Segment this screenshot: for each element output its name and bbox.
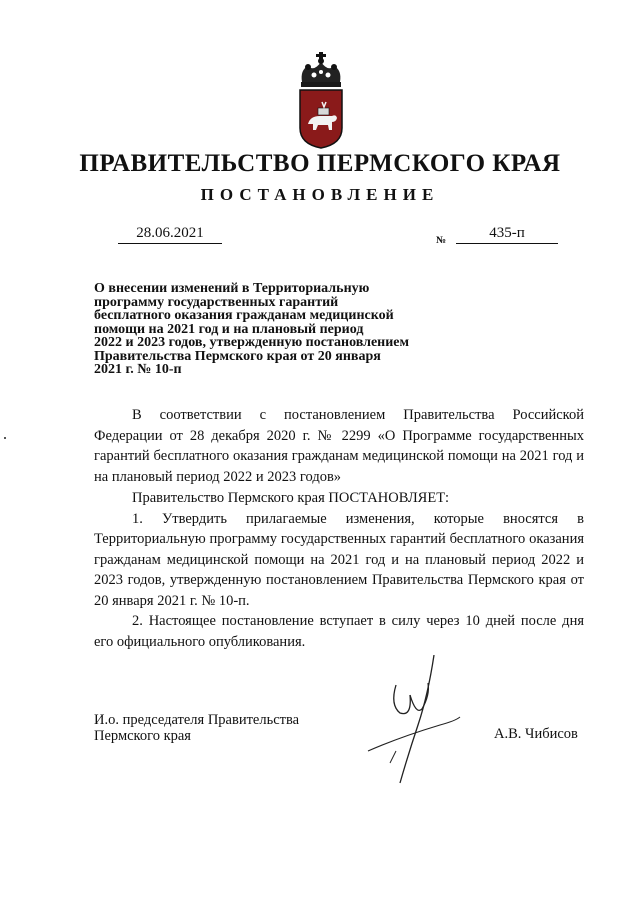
document-date: 28.06.2021	[118, 225, 222, 244]
body-paragraph-resolves: Правительство Пермского края ПОСТАНОВЛЯЕТ:	[132, 490, 450, 506]
signer-position	[94, 712, 299, 744]
heading-line: Правительства Пермского края от 20 января	[94, 348, 381, 364]
body-paragraph-item-2: 2. Настоящее постановление вступает в силу через 10 дней после дня его официального опубликования.	[94, 613, 584, 650]
coat-of-arms-icon	[288, 50, 354, 150]
body-paragraph-preamble: В соответствии с постановлением Правительства Российской Федерации от 28 декабря 2020 г. № 2299 «О Программе государственных гарантий бесплатного оказания гражданам медицинской помощи на 2021 год и на плановый период 2022 и 2023 годов»	[94, 407, 584, 485]
body-paragraph-item-1: 1. Утвердить прилагаемые изменения, которые вносятся в Территориальную программу государственных гарантий бесплатного оказания гражданам медицинской помощи на 2021 год и на плановый период 2022 и 2023 годов, утвержденную постановлением Правительства Пермского края от 20 января 2021 г. № 10-п.	[94, 510, 584, 609]
heading-line: 2022 и 2023 годов, утвержденную постановлением	[94, 335, 410, 350]
document-heading	[94, 282, 434, 377]
heading-line: помощи на 2021 год и на плановый период	[94, 321, 364, 337]
signer-position-line: Пермского края	[94, 728, 191, 744]
number-label: №	[436, 235, 447, 246]
heading-line: бесплатного оказания гражданам медицинской	[94, 308, 394, 323]
signer-name: А.В. Чибисов	[494, 726, 578, 742]
organization-title: ПРАВИТЕЛЬСТВО ПЕРМСКОГО КРАЯ	[79, 150, 561, 177]
heading-line: программу государственных гарантий	[94, 294, 339, 310]
scan-artifact	[4, 437, 6, 439]
shield-icon	[300, 90, 342, 148]
document-type: ПОСТАНОВЛЕНИЕ	[200, 185, 440, 204]
document-number: 435-п	[456, 225, 558, 244]
signer-position-line: И.о. председателя Правительства	[94, 712, 300, 728]
heading-line: О внесении изменений в Территориальную	[94, 281, 370, 296]
heading-line: 2021 г. № 10-п	[94, 362, 182, 377]
crown-icon	[301, 52, 341, 87]
handwritten-signature-icon	[360, 655, 470, 785]
document-body	[94, 405, 584, 652]
